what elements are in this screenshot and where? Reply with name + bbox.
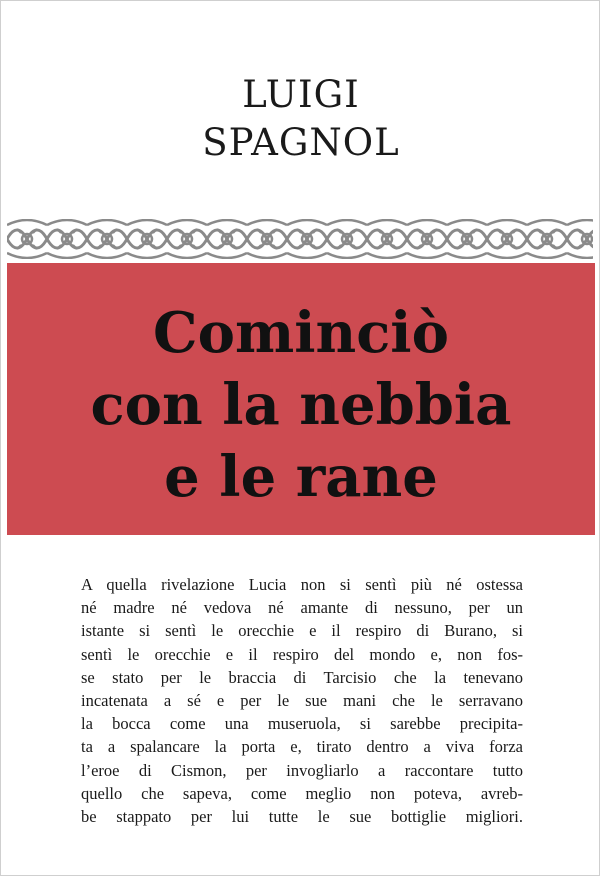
excerpt-line: quello che sapeva, come meglio non poteva, avreb- — [81, 783, 523, 803]
author-name — [1, 71, 600, 167]
excerpt-line: la bocca come una museruola, si sarebbe precipita- — [81, 714, 523, 734]
cover-excerpt — [81, 573, 523, 828]
excerpt-line: A quella rivelazione Lucia non si sentì più né ostessa — [81, 575, 523, 594]
excerpt-line: se stato per le braccia di Tarcisio che la tenevano — [81, 667, 523, 687]
excerpt-line: ta a spalancare la porta e, tirato dentro a viva forza — [81, 737, 523, 757]
celtic-knot-border-icon — [7, 219, 593, 259]
author-first-name: LUIGI — [242, 73, 360, 116]
excerpt-line: incatenata a sé e per le sue mani che le serravano — [81, 691, 523, 711]
author-last-name: SPAGNOL — [202, 121, 400, 164]
title-line: e le rane — [164, 444, 438, 510]
excerpt-line: sentì le orecchie e il respiro del mondo e, non fos- — [81, 644, 523, 664]
excerpt-line: istante si sentì le orecchie e il respiro di Burano, si — [81, 621, 523, 641]
book-title — [7, 297, 595, 513]
title-line: con la nebbia — [90, 372, 512, 438]
excerpt-line: né madre né vedova né amante di nessuno, per un — [81, 598, 523, 618]
excerpt-line: be stappato per lui tutte le sue bottiglie migliori. — [81, 807, 523, 827]
excerpt-line: l’eroe di Cismon, per invogliarlo a raccontare tutto — [81, 760, 523, 780]
title-line: Cominciò — [153, 300, 449, 366]
